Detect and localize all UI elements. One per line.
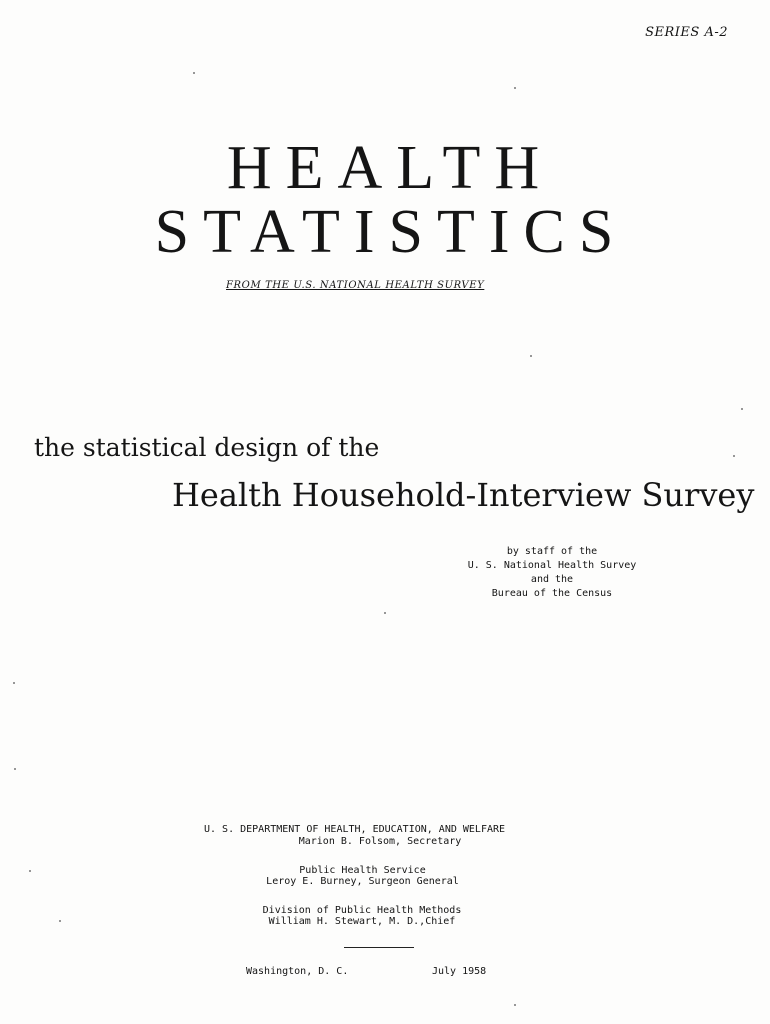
surgeon-general-name: Leroy E. Burney, Surgeon General — [266, 876, 459, 887]
scan-speck — [29, 870, 31, 872]
authors-line-4: Bureau of the Census — [491, 588, 613, 599]
authors-line-1: by staff of the — [506, 546, 598, 557]
scan-speck — [514, 87, 516, 89]
subtitle: FROM THE U.S. NATIONAL HEALTH SURVEY — [226, 280, 485, 291]
scan-speck — [193, 72, 195, 74]
department-name: U. S. DEPARTMENT OF HEALTH, EDUCATION, AND WELFARE — [204, 824, 506, 835]
title-line-2: STATISTICS — [154, 198, 628, 266]
division-chief-name: William H. Stewart, M. D.,Chief — [268, 916, 456, 927]
scan-speck — [530, 355, 532, 357]
divider-rule — [344, 947, 414, 948]
imprint-place: Washington, D. C. — [246, 966, 349, 977]
scan-speck — [733, 455, 735, 457]
scan-speck — [514, 1004, 516, 1006]
title-line-1: HEALTH — [226, 134, 554, 202]
authors-block — [402, 545, 702, 601]
scan-speck — [384, 612, 386, 614]
division-name: Division of Public Health Methods — [262, 905, 462, 916]
authors-line-2: U. S. National Health Survey — [467, 560, 637, 571]
scan-speck — [59, 920, 61, 922]
imprint-date: July 1958 — [432, 966, 487, 977]
authors-line-3: and the — [530, 574, 574, 585]
secretary-name: Marion B. Folsom, Secretary — [298, 836, 462, 847]
series-label: SERIES A-2 — [645, 25, 728, 40]
scan-speck — [13, 682, 15, 684]
report-title-line-1: the statistical design of the — [34, 433, 380, 462]
scan-speck — [741, 408, 743, 410]
report-title-line-2: Health Household-Interview Survey — [172, 476, 755, 514]
service-name: Public Health Service — [299, 865, 426, 876]
scan-speck — [14, 768, 16, 770]
